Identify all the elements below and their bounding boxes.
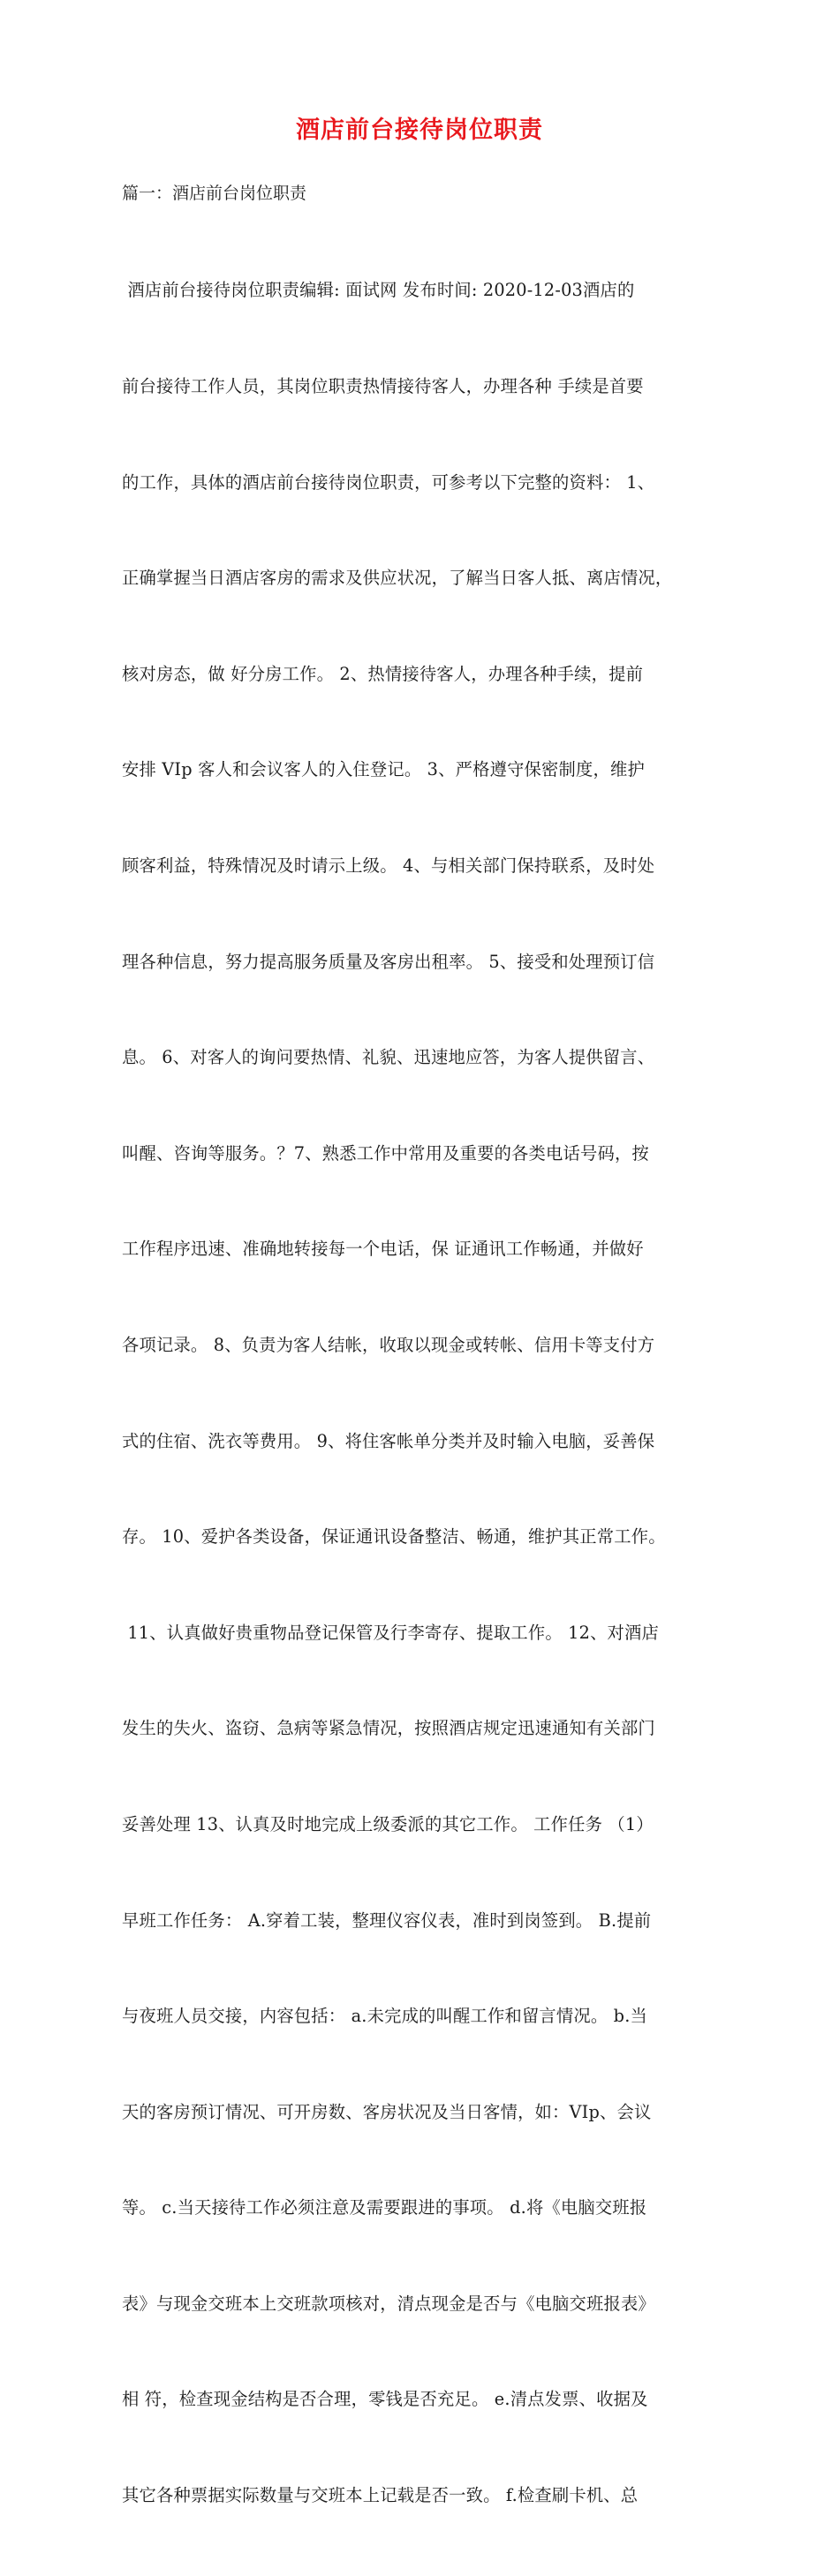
body-line: 的工作，具体的酒店前台接待岗位职责，可参考以下完整的资料： 1、: [122, 471, 655, 493]
body-line: 相 符，检查现金结构是否合理，零钱是否充足。 e.清点发票、收据及: [122, 2389, 648, 2410]
body-line: 正确掌握当日酒店客房的需求及供应状况，了解当日客人抵、离店情况，: [122, 568, 673, 589]
body-line: 11、认真做好贵重物品登记保管及行李寄存、提取工作。 12、对酒店: [122, 1622, 659, 1643]
body-line: 核对房态，做 好分房工作。 2、热情接待客人，办理各种手续，提前: [122, 663, 644, 684]
body-line: 式的住宿、洗衣等费用。 9、将住客帐单分类并及时输入电脑，妥善保: [122, 1430, 655, 1451]
body-paragraph: [122, 211, 719, 2576]
body-line: 早班工作任务： A.穿着工装，整理仪容仪表，准时到岗签到。 B.提前: [122, 1909, 652, 1931]
body-line: 其它各种票据实际数量与交班本上记载是否一致。 f.检查刷卡机、总: [122, 2485, 639, 2506]
body-line: 前台接待工作人员，其岗位职责热情接待客人，办理各种 手续是首要: [122, 376, 644, 396]
body-line: 酒店前台接待岗位职责编辑: 面试网 发布时间: 2020-12-03酒店的: [122, 280, 635, 301]
body-line: 顾客利益，特殊情况及时请示上级。 4、与相关部门保持联系，及时处: [122, 855, 655, 876]
body-line: 工作程序迅速、准确地转接每一个电话，保 证通讯工作畅通，并做好: [122, 1239, 644, 1260]
body-line: 与夜班人员交接，内容包括： a.未完成的叫醒工作和留言情况。 b.当: [122, 2006, 648, 2027]
body-line: 叫醒、咨询等服务。？7、熟悉工作中常用及重要的各类电话号码，按: [122, 1142, 649, 1164]
body-line: 发生的失火、盗窃、急病等紧急情况，按照酒店规定迅速通知有关部门: [122, 1718, 655, 1739]
body-line: 等。 c.当天接待工作必须注意及需要跟进的事项。 d.将《电脑交班报: [122, 2197, 647, 2218]
body-line: 存。 10、爱护各类设备，保证通讯设备整洁、畅通，维护其正常工作。: [122, 1526, 666, 1548]
body-line: 表》与现金交班本上交班款项核对，清点现金是否与《电脑交班报表》: [122, 2293, 655, 2314]
body-line: 息。 6、对客人的询问要热情、礼貌、迅速地应答，为客人提供留言、: [122, 1047, 655, 1068]
body-line: 天的客房预订情况、可开房数、客房状况及当日客情，如：VIp、会议: [122, 2101, 652, 2122]
body-line: 各项记录。 8、负责为客人结帐，收取以现金或转帐、信用卡等支付方: [122, 1334, 655, 1355]
body-line: 安排 VIp 客人和会议客人的入住登记。 3、严格遵守保密制度，维护: [122, 759, 645, 780]
body-line: 理各种信息，努力提高服务质量及客房出租率。 5、接受和处理预订信: [122, 951, 655, 972]
body-line: 妥善处理 13、认真及时地完成上级委派的其它工作。 工作任务 （1）: [122, 1813, 654, 1834]
document-title: 酒店前台接待岗位职责: [296, 117, 543, 144]
section-heading: 篇一：酒店前台岗位职责: [122, 184, 307, 203]
